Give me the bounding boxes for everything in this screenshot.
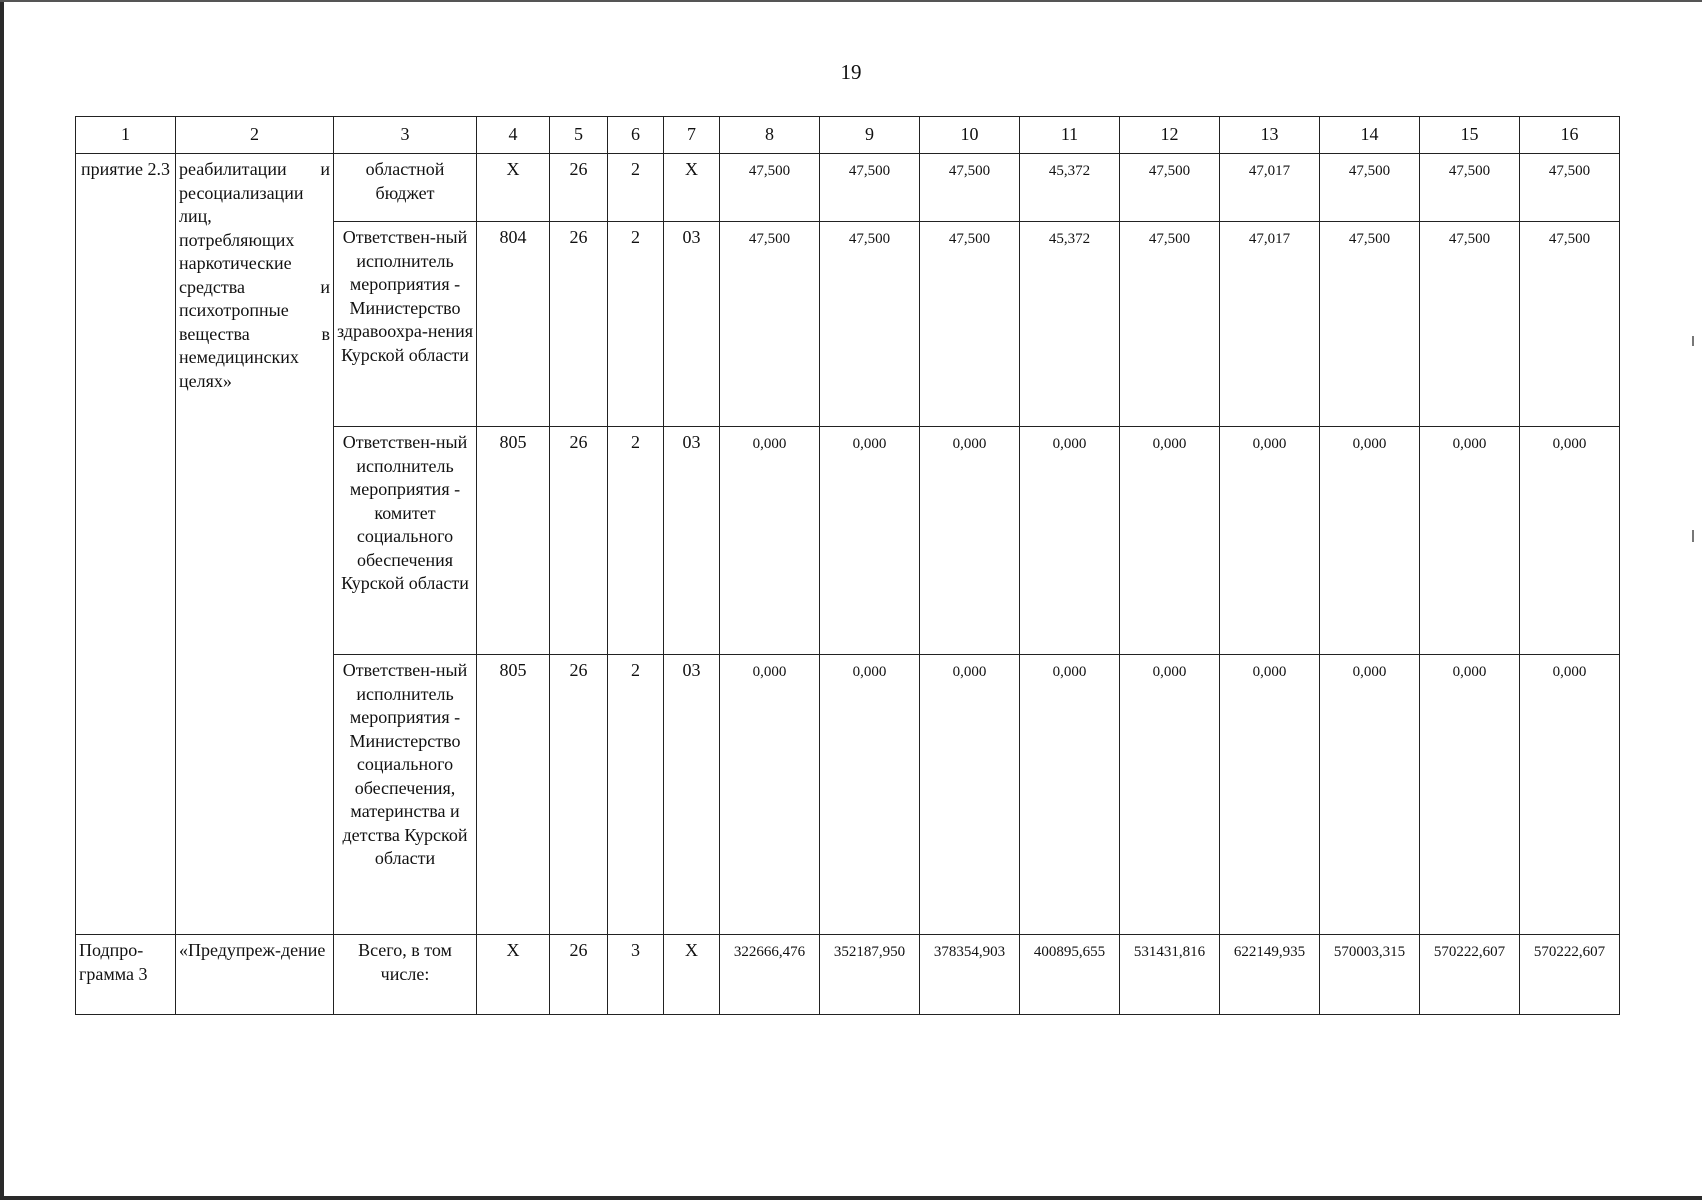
cell-col6: 2 (608, 222, 664, 427)
value-cell: 0,000 (720, 427, 820, 655)
column-header: 11 (1020, 117, 1120, 154)
value-cell: 0,000 (1320, 655, 1420, 935)
measure-name-cell: реабилитации и ресоциализации лиц, потребляющих наркотические средства и психотропные вещества в немедицинских целях» (176, 154, 334, 935)
executor-cell: Ответствен-ный исполнитель мероприятия - комитет социального обеспечения Курской области (334, 427, 477, 655)
value-cell: 322666,476 (720, 935, 820, 1015)
value-cell: 45,372 (1020, 222, 1120, 427)
value-cell: 47,500 (920, 222, 1020, 427)
executor-cell: Ответствен-ный исполнитель мероприятия - Министерство социального обеспечения, материнства и детства Курской области (334, 655, 477, 935)
cell-col5: 26 (550, 222, 608, 427)
executor-cell: Всего, в том числе: (334, 935, 477, 1015)
value-cell: 0,000 (1420, 655, 1520, 935)
column-header: 12 (1120, 117, 1220, 154)
column-header: 1 (76, 117, 176, 154)
measure-number-cell: приятие 2.3 (76, 154, 176, 935)
cell-col6: 2 (608, 154, 664, 222)
subprogram-row (76, 935, 1620, 1015)
cell-col5: 26 (550, 655, 608, 935)
value-cell: 0,000 (1520, 427, 1620, 655)
value-cell: 531431,816 (1120, 935, 1220, 1015)
cell-col7: X (664, 154, 720, 222)
scan-speck (1692, 530, 1694, 542)
scan-speck (1692, 336, 1694, 346)
value-cell: 47,017 (1220, 222, 1320, 427)
budget-table (75, 116, 1620, 1015)
value-cell: 570003,315 (1320, 935, 1420, 1015)
cell-col5: 26 (550, 427, 608, 655)
executor-cell: областной бюджет (334, 154, 477, 222)
column-header: 5 (550, 117, 608, 154)
value-cell: 570222,607 (1420, 935, 1520, 1015)
cell-col4: 804 (477, 222, 550, 427)
value-cell: 0,000 (1220, 655, 1320, 935)
cell-col6: 3 (608, 935, 664, 1015)
column-header: 14 (1320, 117, 1420, 154)
value-cell: 0,000 (1120, 655, 1220, 935)
cell-col4: X (477, 935, 550, 1015)
value-cell: 47,500 (720, 154, 820, 222)
value-cell: 47,017 (1220, 154, 1320, 222)
value-cell: 378354,903 (920, 935, 1020, 1015)
value-cell: 0,000 (1120, 427, 1220, 655)
value-cell: 0,000 (820, 655, 920, 935)
value-cell: 47,500 (1420, 154, 1520, 222)
column-header: 8 (720, 117, 820, 154)
value-cell: 47,500 (1420, 222, 1520, 427)
column-header: 7 (664, 117, 720, 154)
value-cell: 47,500 (820, 222, 920, 427)
cell-col6: 2 (608, 427, 664, 655)
value-cell: 0,000 (1020, 655, 1120, 935)
value-cell: 570222,607 (1520, 935, 1620, 1015)
cell-col7: X (664, 935, 720, 1015)
value-cell: 0,000 (1020, 427, 1120, 655)
value-cell: 47,500 (1320, 154, 1420, 222)
value-cell: 352187,950 (820, 935, 920, 1015)
cell-col7: 03 (664, 427, 720, 655)
cell-col7: 03 (664, 655, 720, 935)
cell-col4: 805 (477, 427, 550, 655)
value-cell: 47,500 (720, 222, 820, 427)
cell-col5: 26 (550, 154, 608, 222)
value-cell: 47,500 (1120, 222, 1220, 427)
column-header: 4 (477, 117, 550, 154)
column-header: 9 (820, 117, 920, 154)
value-cell: 0,000 (920, 427, 1020, 655)
executor-cell: Ответствен-ный исполнитель мероприятия - Министерство здравоохра-нения Курской области (334, 222, 477, 427)
column-header: 3 (334, 117, 477, 154)
column-header: 2 (176, 117, 334, 154)
value-cell: 400895,655 (1020, 935, 1120, 1015)
value-cell: 47,500 (920, 154, 1020, 222)
subprogram-name-cell: «Предупреж-дение (176, 935, 334, 1015)
table-row (76, 154, 1620, 222)
value-cell: 0,000 (920, 655, 1020, 935)
value-cell: 47,500 (1520, 222, 1620, 427)
column-header: 15 (1420, 117, 1520, 154)
column-header: 16 (1520, 117, 1620, 154)
value-cell: 0,000 (820, 427, 920, 655)
cell-col5: 26 (550, 935, 608, 1015)
value-cell: 0,000 (1320, 427, 1420, 655)
cell-col6: 2 (608, 655, 664, 935)
header-row (76, 117, 1620, 154)
cell-col4: X (477, 154, 550, 222)
cell-col7: 03 (664, 222, 720, 427)
scan-edge-left (0, 0, 4, 1200)
scan-edge-top (0, 0, 1702, 2)
page-number: 19 (840, 60, 862, 84)
value-cell: 0,000 (1220, 427, 1320, 655)
value-cell: 47,500 (820, 154, 920, 222)
column-header: 10 (920, 117, 1020, 154)
value-cell: 0,000 (1520, 655, 1620, 935)
value-cell: 47,500 (1320, 222, 1420, 427)
subprogram-number-cell: Подпро-грамма 3 (76, 935, 176, 1015)
value-cell: 622149,935 (1220, 935, 1320, 1015)
value-cell: 47,500 (1520, 154, 1620, 222)
column-header: 13 (1220, 117, 1320, 154)
value-cell: 0,000 (720, 655, 820, 935)
cell-col4: 805 (477, 655, 550, 935)
value-cell: 47,500 (1120, 154, 1220, 222)
value-cell: 0,000 (1420, 427, 1520, 655)
column-header: 6 (608, 117, 664, 154)
scan-edge-bottom (0, 1196, 1702, 1200)
value-cell: 45,372 (1020, 154, 1120, 222)
